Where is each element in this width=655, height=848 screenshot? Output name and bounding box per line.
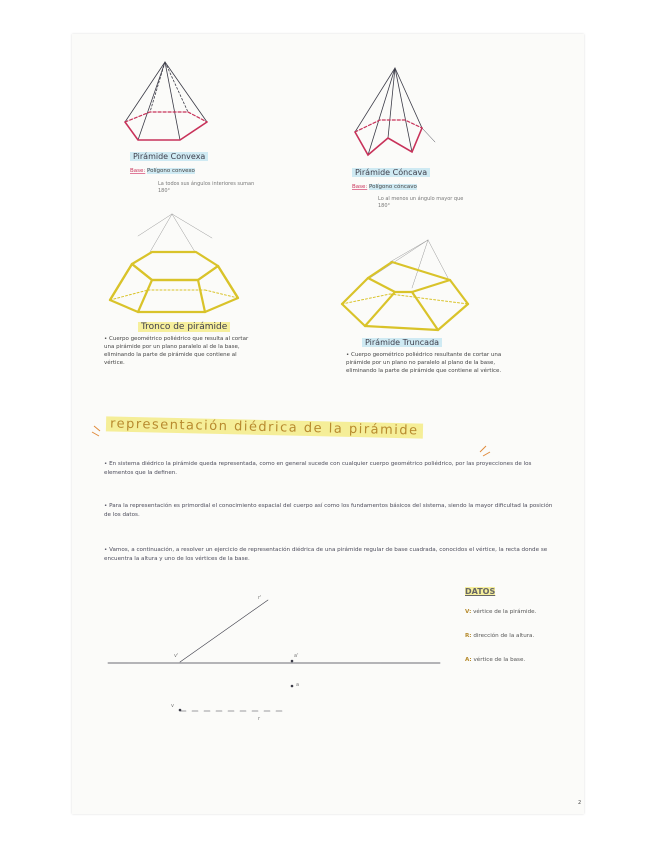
concave-base-key: Base: — [352, 184, 368, 190]
label-a2: a' — [294, 653, 299, 659]
point-a2 — [291, 660, 293, 662]
frustum-label: Tronco de pirámide — [138, 322, 230, 332]
datos-item-r — [465, 632, 565, 640]
frustum-definition: • Cuerpo geométrico poliédrico que resulta al cortar una pirámide por un plano paralelo al de la base, eliminando la parte de pirámide que contiene al vértice. — [104, 336, 249, 366]
concave-base-note: Lo al menos un ángulo mayor que 180° — [378, 196, 464, 209]
datos-item-a-key: A: — [465, 657, 472, 663]
truncated-definition: • Cuerpo geométrico poliédrico resultante de cortar una pirámide por un plano no paralelo al plano de la base, eliminando la parte de pirámide que contiene al vértice. — [346, 352, 502, 374]
datos-item-r-key: R: — [465, 633, 472, 639]
datos-title: DATOS — [465, 587, 496, 596]
concave-base-value: Polígono cóncavo — [369, 184, 417, 190]
convex-pyramid-label: Pirámide Convexa — [130, 152, 208, 161]
frustum-drawing — [110, 214, 238, 312]
convex-base-note: La todos sus ángulos interiores suman 180° — [158, 181, 255, 194]
concave-base-line — [352, 184, 417, 192]
title-accent-right — [480, 446, 490, 456]
concave-pyramid-drawing — [355, 68, 435, 155]
datos-item-a — [465, 656, 565, 664]
concave-pyramid-label: Pirámide Cóncava — [352, 168, 430, 177]
label-r2: r' — [258, 595, 262, 601]
datos-item-v-text: vértice de la pirámide. — [473, 609, 537, 615]
datos-item-r-text: dirección de la altura. — [473, 633, 535, 639]
title-accent-left — [92, 426, 100, 436]
section-title: representación diédrica de la pirámide — [106, 416, 423, 438]
convex-base-value: Polígono convexo — [147, 168, 195, 174]
label-v2: v' — [174, 653, 179, 659]
convex-base-line — [130, 168, 195, 176]
convex-base-key: Base: — [130, 168, 146, 174]
datos-item-a-text: vértice de la base. — [473, 657, 526, 663]
paragraph-2: • Para la representación es primordial el conocimiento espacial del cuerpo así como los fundamentos básicos del sistema, siendo la mayor dificultad la posición de los datos. — [104, 503, 553, 518]
diedric-diagram — [108, 600, 440, 711]
truncated-pyramid-drawing — [342, 240, 468, 330]
line-r-vertical-projection — [180, 600, 268, 662]
paragraph-3: • Vamos, a continuación, a resolver un ejercicio de representación diédrica de una pirámide regular de base cuadrada, conocidos el vértice, la recta donde se encuentra la altura y uno de los vértices de la base. — [104, 547, 548, 562]
datos-item-v — [465, 608, 565, 616]
convex-pyramid-drawing — [125, 62, 207, 140]
page-number: 2 — [578, 800, 582, 806]
point-v1 — [179, 709, 181, 711]
point-a1 — [291, 685, 293, 687]
truncated-pyramid-label: Pirámide Truncada — [362, 338, 442, 347]
datos-item-v-key: V: — [465, 609, 472, 615]
label-a1: a — [296, 682, 300, 688]
paragraph-1: • En sistema diédrico la pirámide queda representada, como en general sucede con cualquier cuerpo geométrico poliédrico, por las proyecciones de los elementos que la definen. — [104, 461, 532, 476]
label-r1: r — [258, 716, 261, 722]
label-v1: v — [171, 703, 174, 709]
